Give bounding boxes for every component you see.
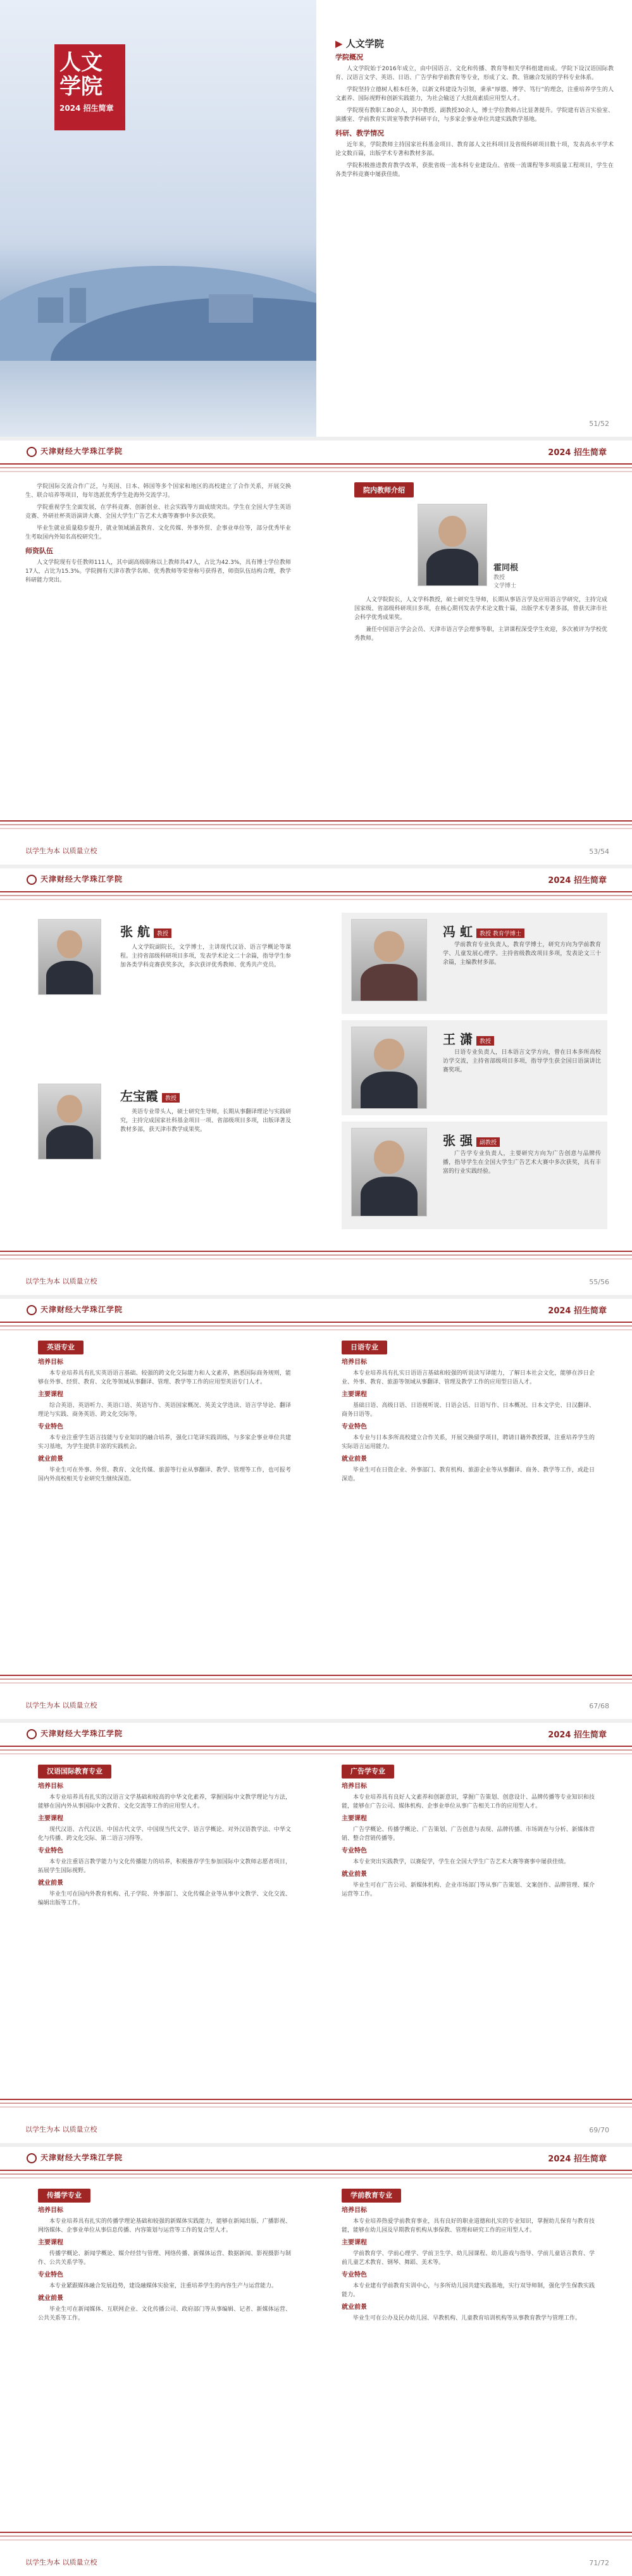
body-para: 毕业生就业质量稳步提升，就业领域涵盖教育、文化传媒、外事外贸、企事业单位等，部分优秀毕业生考取国内外知名高校研究生。 bbox=[25, 525, 291, 541]
teacher-bio: 广告学专业负责人，主要研究方向为广告创意与品牌传播，指导学生在全国大学生广告艺术大赛中多次获奖，具有丰富的行业实践经验。 bbox=[443, 1151, 601, 1175]
footer-wave bbox=[0, 1675, 632, 1686]
university-name: 天津财经大学珠江学院 bbox=[27, 446, 123, 457]
research-para: 近年来，学院教师主持国家社科基金项目、教育部人文社科项目及省级科研项目数十项，发表高水平学术论文数百篇，出版学术专著和教材多部。 bbox=[335, 142, 614, 157]
body-para: 兼任中国语言学会会员、天津市语言学会理事等职，主讲课程深受学生欢迎，多次被评为学校优秀教师。 bbox=[354, 627, 607, 642]
motto: 以学生为本 以质量立校 bbox=[25, 847, 97, 855]
left-column bbox=[25, 482, 291, 588]
major-tag: 汉语国际教育专业 bbox=[38, 1765, 111, 1779]
section-heading: 师资队伍 bbox=[25, 547, 53, 555]
header-title: 2024 招生简章 bbox=[548, 448, 607, 458]
motto: 以学生为本 以质量立校 bbox=[25, 2125, 97, 2134]
page-number: 69/70 bbox=[589, 2126, 609, 2134]
spread-faculty-intro bbox=[0, 437, 632, 865]
page-header bbox=[0, 1728, 632, 1744]
overview-para: 人文学院始于2016年成立，由中国语言、文化和传播、教育等相关学科组建而成。学院下设汉语国际教育、汉语言文学、英语、日语、广告学和学前教育等专业，形成了文、教、管融合发展的学科专业体系。 bbox=[335, 66, 614, 81]
dean-nameplate bbox=[493, 561, 518, 589]
research-heading: 科研、教学情况 bbox=[335, 129, 384, 137]
teacher-nameplate: 左宝霞 教授 bbox=[120, 1086, 180, 1104]
header-title: 2024 招生简章 bbox=[548, 876, 607, 885]
university-name: 天津财经大学珠江学院 bbox=[27, 2152, 123, 2163]
teacher-photo bbox=[38, 1084, 101, 1160]
seal-icon bbox=[27, 875, 37, 885]
teacher-photo bbox=[351, 919, 427, 1001]
cover-illustration bbox=[0, 0, 316, 437]
dean-degree: 文学博士 bbox=[493, 583, 517, 589]
teacher-bio: 日语专业负责人，日本语言文学方向，曾在日本多所高校访学交流，主持省部级项目多项，指导学生获全国日语演讲比赛奖项。 bbox=[443, 1049, 601, 1073]
header-title: 2024 招生简章 bbox=[548, 1306, 607, 1316]
building bbox=[209, 294, 253, 323]
major-tag: 传播学专业 bbox=[38, 2189, 90, 2203]
overview-heading: 学院概况 bbox=[335, 53, 363, 61]
major-advertising: 广告学专业 培养目标 本专业培养具有良好人文素养和创新意识，掌握广告策划、创意设计、品牌传播等专业知识和技能，能够在广告公司、媒体机构、企事业单位从事广告相关工作的应用型人才。 主要课程 广告学概论、传播学概论、广告策划、广告创意与表现、品牌传播、市场调查与分析、新媒体营销、整合营销传播等。 专业特色 本专业突出实践教学，以赛促学，学生在全国大学生广告艺术大赛等赛事中屡获佳绩。 就业前景 毕业生可在广告公司、新媒体机构、企业市场部门等从事广告策划、文案创作、品牌管理、媒介运营等工作。 bbox=[342, 1765, 595, 1902]
teacher-nameplate: 王 潇 教授 bbox=[443, 1029, 494, 1047]
teacher-bio: 人文学院副院长，文学博士，主讲现代汉语、语言学概论等课程。主持省部级科研项目多项，发表学术论文二十余篇，指导学生参加各类学科竞赛获奖多次，多次获评优秀教师、优秀共产党员。 bbox=[120, 944, 292, 968]
cover-title-block bbox=[54, 44, 125, 130]
building bbox=[70, 288, 86, 323]
major-tag: 广告学专业 bbox=[342, 1765, 394, 1779]
cover-title-line2: 学院 bbox=[59, 74, 102, 99]
university-name: 天津财经大学珠江学院 bbox=[27, 1304, 123, 1315]
dean-role: 教授 bbox=[493, 575, 505, 581]
page-header bbox=[0, 1304, 632, 1320]
footer-wave bbox=[0, 1251, 632, 1262]
teacher-photo bbox=[351, 1027, 427, 1109]
major-tag: 英语专业 bbox=[38, 1341, 84, 1354]
building bbox=[38, 297, 63, 323]
header-title: 2024 招生简章 bbox=[548, 2154, 607, 2164]
page-number: 53/54 bbox=[589, 847, 609, 856]
page-number: 71/72 bbox=[589, 2559, 609, 2567]
header-title: 2024 招生简章 bbox=[548, 1730, 607, 1740]
major-chinese-intl: 汉语国际教育专业 培养目标 本专业培养具有扎实的汉语言文学基础和较高的中华文化素养，掌握国际中文教学理论与方法，能够在国内外从事国际中文教育、文化交流等工作的应用型人才。 主要课程 现代汉语、古代汉语、中国古代文学、中国现当代文学、语言学概论、对外汉语教学法、中华文化与传播、跨文化交际、第二语言习得等。 专业特色 本专业注重语言教学能力与文化传播能力的培养，积极推荐学生参加国际中文教师志愿者项目，拓展学生国际视野。 就业前景 毕业生可在国内外教育机构、孔子学院、外事部门、文化传媒企业等从事中文教学、文化交流、编辑出版等工作。 bbox=[38, 1765, 291, 1911]
seal-icon bbox=[27, 1729, 37, 1739]
major-english: 英语专业 培养目标 本专业培养具有扎实英语语言基础、较强的跨文化交际能力和人文素养，熟悉国际商务规则，能够在外事、经贸、教育、文化等领域从事翻译、管理、教学等工作的应用型英语专门人才。 主要课程 综合英语、英语听力、英语口语、英语写作、英语国家概况、英美文学选读、语言学导论、翻译理论与实践、商务英语、跨文化交际等。 专业特色 本专业注重学生语言技能与专业知识的融合培养，强化口笔译实践训练，与多家企事业单位共建实习基地，为学生提供丰富的实践机会。 就业前景 毕业生可在外事、外贸、教育、文化传媒、旅游等行业从事翻译、教学、管理等工作，也可报考国内外高校相关专业研究生继续深造。 bbox=[38, 1341, 291, 1487]
footer-wave bbox=[0, 820, 632, 832]
seal-icon bbox=[27, 1305, 37, 1315]
overview-para: 学院现有教职工80余人，其中教授、副教授30余人，博士学位教师占比显著提升。学院建有语言实验室、演播室、学前教育实训室等教学科研平台，与多家企事业单位共建实践教学基地。 bbox=[335, 108, 614, 123]
spread-cover bbox=[0, 0, 632, 437]
body-para: 学院国际交流合作广泛，与英国、日本、韩国等多个国家和地区的高校建立了合作关系，开展交换生、联合培养等项目，每年选派优秀学生赴海外交流学习。 bbox=[25, 484, 291, 499]
spread-majors-comm-preschool bbox=[0, 2143, 632, 2576]
seal-icon bbox=[27, 2153, 37, 2163]
major-communication: 传播学专业 培养目标 本专业培养具有扎实的传播学理论基础和较强的新媒体实践能力，能够在新闻出版、广播影视、网络媒体、企事业单位从事信息传播、内容策划与运营等工作的复合型人才。 主要课程 传播学概论、新闻学概论、媒介经营与管理、网络传播、新媒体运营、数据新闻、影视摄影与制作、公共关系学等。 专业特色 本专业紧跟媒体融合发展趋势，建设融媒体实验室，注重培养学生的内容生产与运营能力。 就业前景 毕业生可在新闻媒体、互联网企业、文化传播公司、政府部门等从事编辑、记者、新媒体运营、公共关系等工作。 bbox=[38, 2189, 291, 2326]
page-header bbox=[0, 873, 632, 890]
lake bbox=[0, 361, 316, 437]
page-number: 67/68 bbox=[589, 1702, 609, 1710]
teacher-bio: 英语专业带头人，硕士研究生导师，长期从事翻译理论与实践研究，主持完成国家社科基金项目一项、省部级项目多项，出版译著及教材多部，获天津市教学成果奖。 bbox=[120, 1109, 292, 1133]
teacher-photo bbox=[351, 1128, 427, 1216]
teacher-nameplate: 张 强 副教授 bbox=[443, 1130, 500, 1149]
major-japanese: 日语专业 培养目标 本专业培养具有扎实日语语言基础和较强的听说读写译能力，了解日本社会文化，能够在涉日企业、外事、教育、旅游等领域从事翻译、管理及教学工作的应用型日语人才。 主要课程 基础日语、高级日语、日语视听说、日语会话、日语写作、日本概况、日本文学史、日汉翻译、商务日语等。 专业特色 本专业与日本多所高校建立合作关系，开展交换留学项目，聘请日籍外教授课，注重培养学生的实际语言运用能力。 就业前景 毕业生可在日资企业、外事部门、教育机构、旅游企业等从事翻译、商务、教学等工作，或赴日深造。 bbox=[342, 1341, 595, 1487]
body-para: 学院重视学生全面发展，在学科竞赛、创新创业、社会实践等方面成绩突出。学生在全国大学生英语竞赛、外研社杯英语演讲大赛、全国大学生广告艺术大赛等赛事中多次获奖。 bbox=[25, 504, 291, 520]
spread-majors-english-japanese bbox=[0, 1295, 632, 1719]
page-header bbox=[0, 446, 632, 462]
overview-para: 学院坚持立德树人根本任务，以新文科建设为引领，秉承“厚德、博学、笃行”的理念，注重培养学生的人文素养、国际视野和创新实践能力，为社会输送了大批高素质应用型人才。 bbox=[335, 87, 614, 102]
teacher-nameplate: 张 航 教授 bbox=[120, 922, 171, 940]
university-name: 天津财经大学珠江学院 bbox=[27, 1728, 123, 1739]
research-para: 学院积极推进教育教学改革，获批省级一流本科专业建设点、省级一流课程等多项质量工程项目，学生在各类学科竞赛中屡获佳绩。 bbox=[335, 163, 614, 178]
dean-name: 霍同根 bbox=[493, 563, 519, 573]
spread-majors-chinese-ads bbox=[0, 1719, 632, 2143]
header-wave bbox=[0, 2170, 632, 2181]
body-para: 人文学院院长，人文学科教授，硕士研究生导师，长期从事语言学及应用语言学研究，主持完成国家级、省部级科研项目多项，在核心期刊发表学术论文数十篇，出版学术专著多部，曾获天津市社会科学优秀成果奖。 bbox=[354, 597, 607, 621]
cover-subtitle: 2024 招生简章 bbox=[59, 104, 114, 113]
header-wave bbox=[0, 463, 632, 475]
body-para: 人文学院现有专任教师111人，其中副高级职称以上教师共47人，占比为42.3%，具有博士学位教师17人，占比为15.3%。学院拥有天津市教学名师、优秀教师等荣誉称号获得者，师资队伍结构合理，教学科研能力突出。 bbox=[25, 560, 291, 584]
motto: 以学生为本 以质量立校 bbox=[25, 2558, 97, 2567]
dean-photo bbox=[418, 504, 487, 586]
motto: 以学生为本 以质量立校 bbox=[25, 1701, 97, 1710]
arrow-icon: ▶ bbox=[335, 38, 346, 49]
motto: 以学生为本 以质量立校 bbox=[25, 1277, 97, 1285]
page-number: 51/52 bbox=[589, 420, 609, 428]
header-wave bbox=[0, 1746, 632, 1757]
header-wave bbox=[0, 891, 632, 903]
college-title: ▶ 人文学院 bbox=[335, 38, 384, 49]
dean-bio bbox=[354, 596, 607, 646]
seal-icon bbox=[27, 447, 37, 457]
footer-wave bbox=[0, 2532, 632, 2543]
major-preschool: 学前教育专业 培养目标 本专业培养热爱学前教育事业，具有良好的职业道德和扎实的专业知识，掌握幼儿保育与教育技能，能够在幼儿园及早期教育机构从事保教、管理和研究工作的应用型人才。 主要课程 学前教育学、学前心理学、学前卫生学、幼儿园课程、幼儿游戏与指导、学前儿童语言教育、学前儿童艺术教育、钢琴、舞蹈、美术等。 专业特色 本专业建有学前教育实训中心，与多所幼儿园共建实践基地，实行双导师制，强化学生保教实践能力。 就业前景 毕业生可在公办及民办幼儿园、早教机构、儿童教育培训机构等从事教育教学与管理工作。 bbox=[342, 2189, 595, 2326]
footer-wave bbox=[0, 2099, 632, 2110]
intro-column bbox=[335, 39, 614, 182]
page-number: 55/56 bbox=[589, 1278, 609, 1286]
major-tag: 日语专业 bbox=[342, 1341, 387, 1354]
major-tag: 学前教育专业 bbox=[342, 2189, 401, 2203]
page-header bbox=[0, 2152, 632, 2168]
teacher-photo bbox=[38, 919, 101, 995]
teacher-nameplate: 冯 虹 教授 教育学博士 bbox=[443, 922, 524, 940]
spread-teachers bbox=[0, 865, 632, 1295]
university-name: 天津财经大学珠江学院 bbox=[27, 873, 123, 885]
teacher-bio: 学前教育专业负责人，教育学博士，研究方向为学前教育学、儿童发展心理学。主持省级教改项目多项，发表论文三十余篇，主编教材多部。 bbox=[443, 942, 601, 966]
cover-title-line1: 人文 bbox=[59, 50, 102, 75]
header-wave bbox=[0, 1322, 632, 1333]
teacher-intro-tag: 院内教师介绍 bbox=[354, 482, 414, 497]
